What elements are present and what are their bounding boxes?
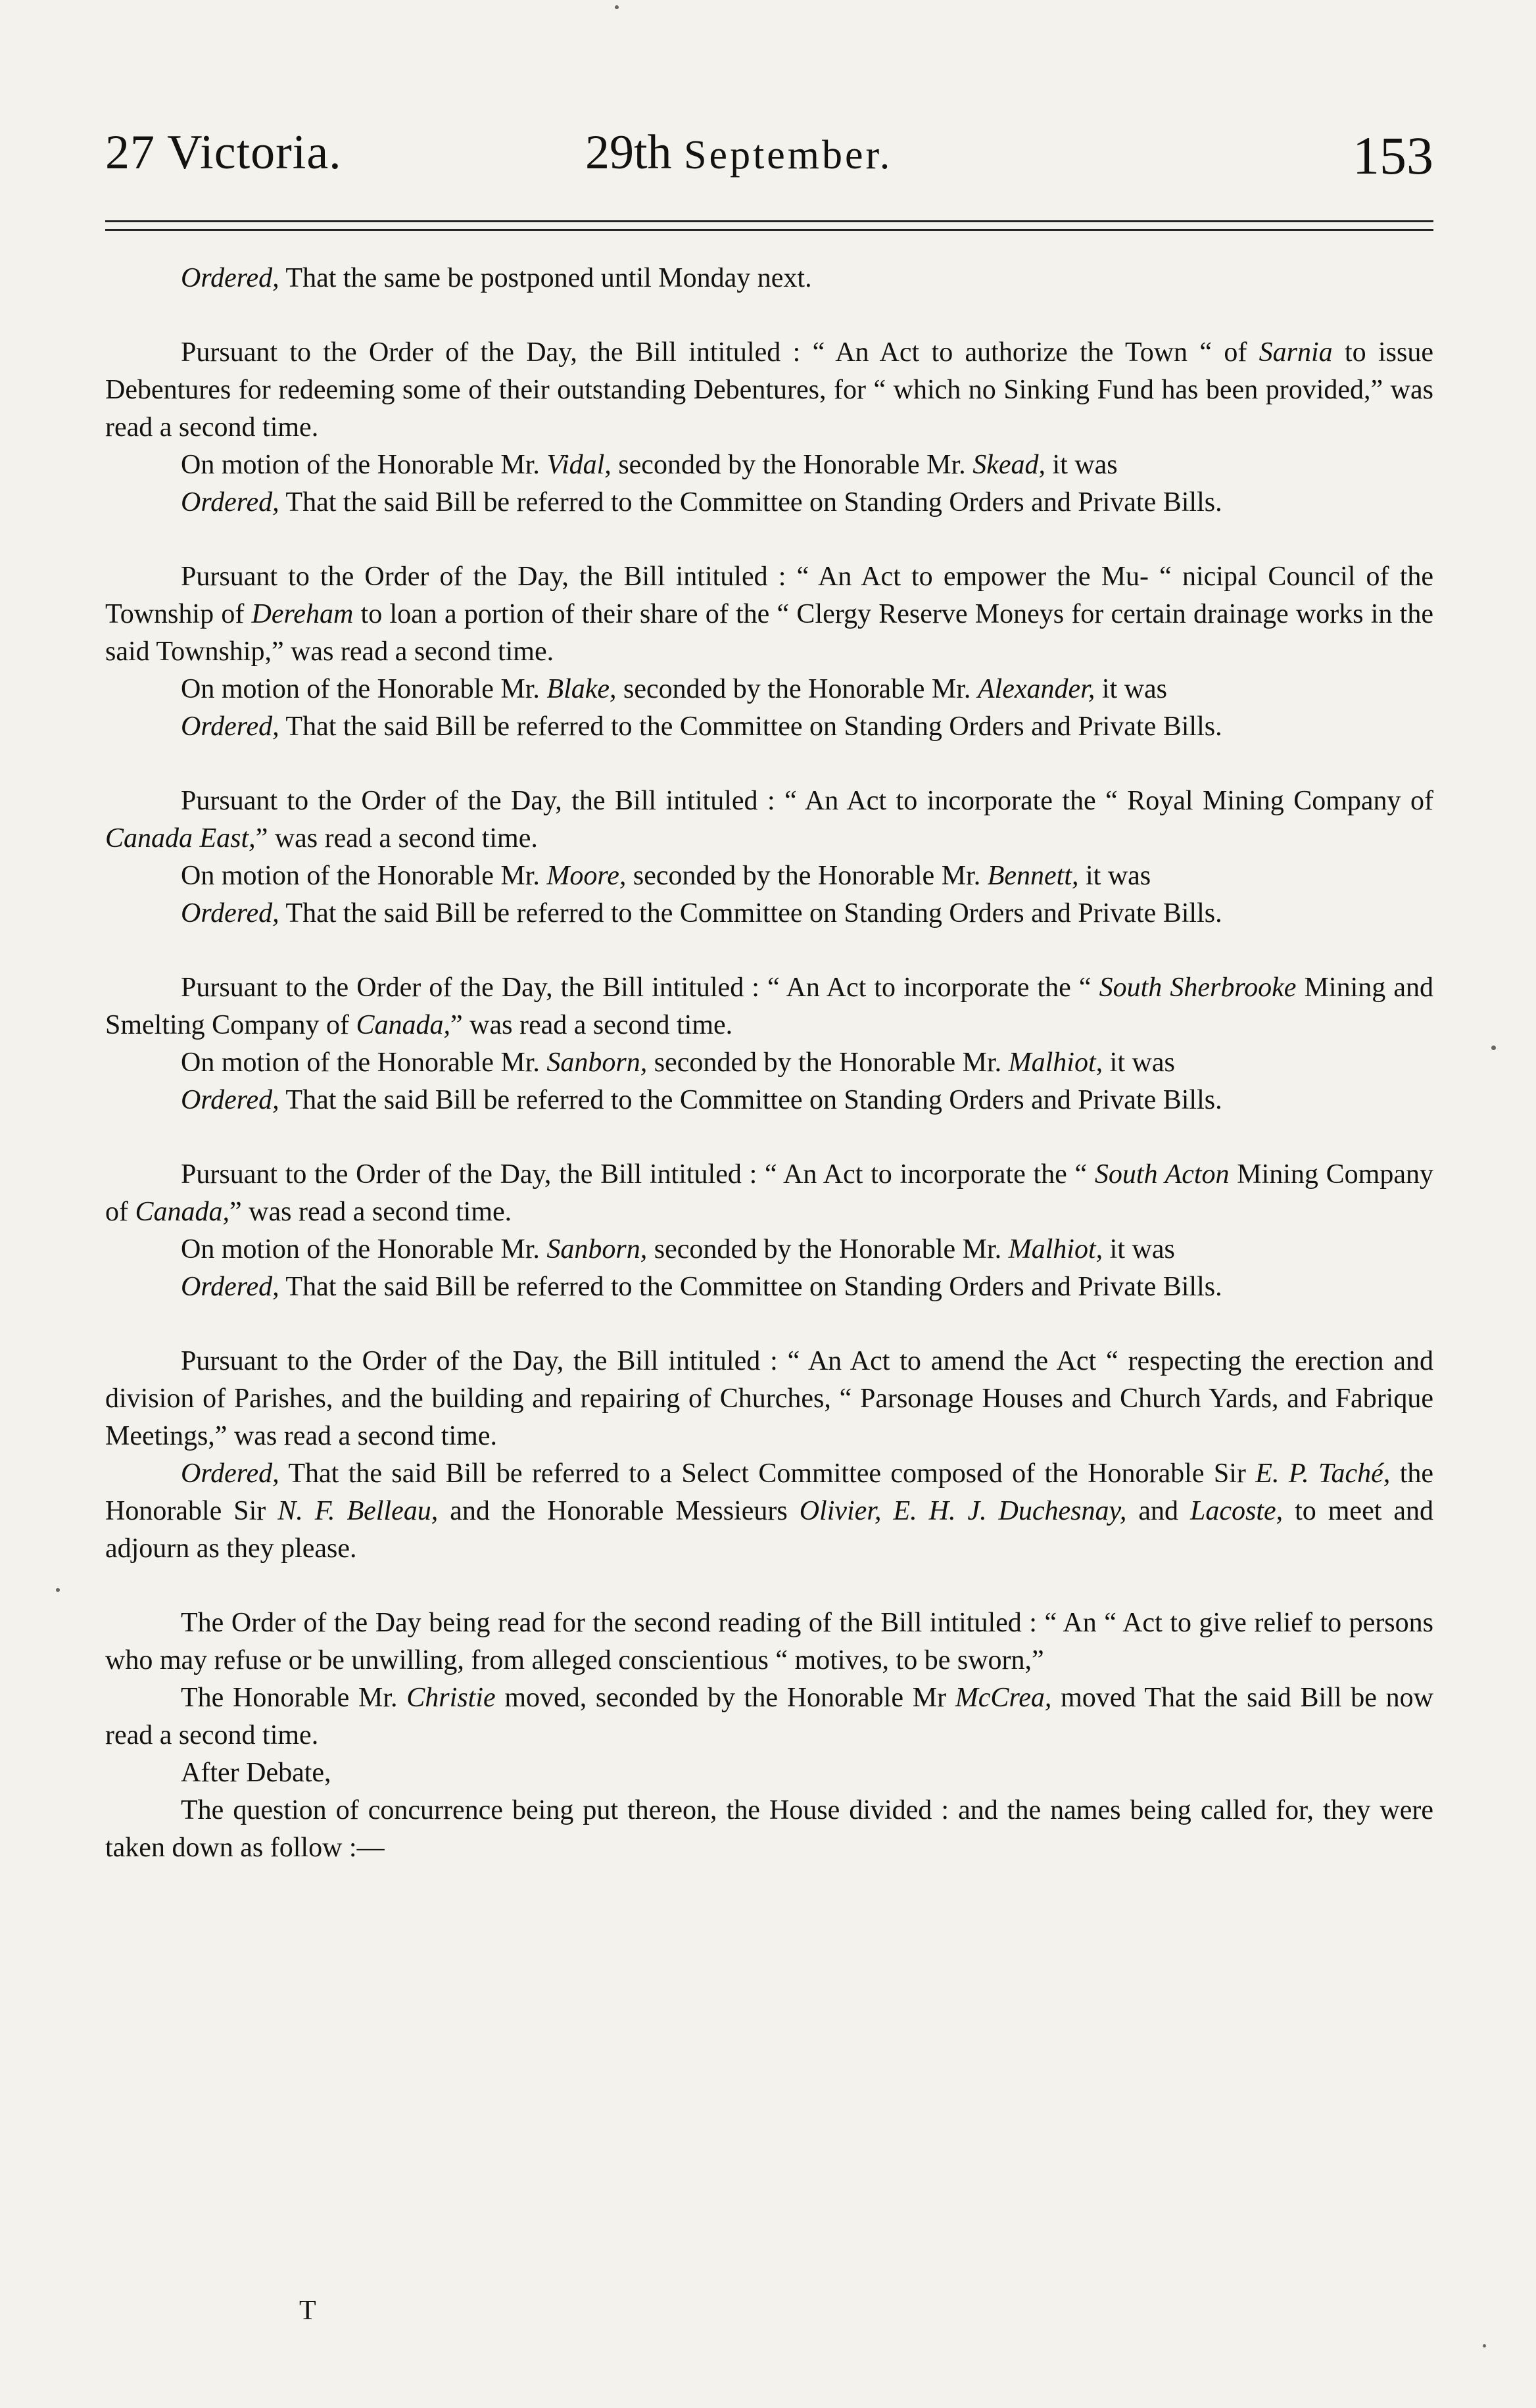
text-run: it was xyxy=(1095,674,1168,704)
italic-run: Dereham xyxy=(251,599,354,629)
text-run: ” was read a second time. xyxy=(450,1010,733,1040)
signature-mark: T xyxy=(299,2296,316,2326)
text-run: Pursuant to the Order of the Day, the Bill intituled : “ An Act to amend the Act “ respecting the erection and division of Parishes, and the building and repairing of Churches, “ Parsonage Houses and Church Yards, and Fabrique Meetings,” was read a second time. xyxy=(105,1346,1433,1451)
text-run: That the said Bill be referred to the Committee on Standing Orders and Private Bills. xyxy=(279,711,1222,742)
text-run: Pursuant to the Order of the Day, the Bill intituled : “ An Act to incorporate the “ xyxy=(181,973,1099,1003)
print-speck xyxy=(1491,1046,1496,1050)
text-run: That the said Bill be referred to the Committee on Standing Orders and Private Bills. xyxy=(279,1272,1222,1302)
journal-paragraph xyxy=(105,1792,1433,1867)
journal-paragraph xyxy=(105,1455,1433,1568)
text-run: That the said Bill be referred to a Select Committee composed of the Honorable Sir xyxy=(279,1458,1256,1489)
journal-paragraph xyxy=(105,708,1433,746)
journal-paragraph xyxy=(105,1754,1433,1792)
text-run: That the said Bill be referred to the Committee on Standing Orders and Private Bills. xyxy=(279,1085,1222,1115)
text-run: Pursuant to the Order of the Day, the Bill intituled : “ An Act to authorize the Town “ of xyxy=(181,337,1259,368)
text-run: On motion of the Honorable Mr. xyxy=(181,861,547,891)
journal-paragraph xyxy=(105,1679,1433,1754)
journal-page xyxy=(105,99,1433,2387)
italic-run: Olivier, E. H. J. Duchesnay, xyxy=(799,1496,1127,1526)
italic-run: Ordered, xyxy=(181,711,279,742)
journal-paragraph xyxy=(105,334,1433,446)
header-date xyxy=(585,125,892,181)
italic-run: Blake, xyxy=(546,674,617,704)
text-run: Pursuant to the Order of the Day, the Bill intituled : “ An Act to incorporate the “ Royal Mining Company of xyxy=(181,786,1433,816)
text-run: That the same be postponed until Monday next. xyxy=(279,263,812,293)
text-run: to loan a portion of their share of the “ Clergy Reserve Moneys for certain drainage works in the said Township,” was read a second time. xyxy=(105,599,1433,667)
text-run: and the Honorable Messieurs xyxy=(438,1496,800,1526)
text-run: After Debate, xyxy=(181,1758,331,1788)
journal-paragraph xyxy=(105,1082,1433,1119)
text-run: Mining and Smelting Company of xyxy=(105,973,1433,1040)
journal-paragraph xyxy=(105,1268,1433,1306)
italic-run: Ordered, xyxy=(181,1458,279,1489)
page-number: 153 xyxy=(1353,126,1433,185)
text-run: to meet and adjourn as they please. xyxy=(105,1496,1433,1564)
text-run: Pursuant to the Order of the Day, the Bill intituled : “ An Act to incorporate the “ xyxy=(181,1159,1095,1190)
text-run: the Honorable Sir xyxy=(105,1458,1434,1526)
print-speck xyxy=(56,1588,60,1592)
text-run: On motion of the Honorable Mr. xyxy=(181,450,547,480)
journal-paragraph xyxy=(105,446,1433,484)
print-speck xyxy=(1483,2344,1486,2348)
text-run: On motion of the Honorable Mr. xyxy=(181,1047,547,1078)
italic-run: Christie xyxy=(406,1683,496,1713)
italic-run: Alexander, xyxy=(977,674,1095,704)
text-run: On motion of the Honorable Mr. xyxy=(181,1234,547,1264)
text-run: it was xyxy=(1045,450,1118,480)
journal-paragraph xyxy=(105,484,1433,521)
print-speck xyxy=(615,5,619,9)
italic-run: Canada East, xyxy=(105,823,256,854)
italic-run: N. F. Belleau, xyxy=(277,1496,439,1526)
journal-paragraph xyxy=(105,671,1433,708)
italic-run: Ordered, xyxy=(181,263,279,293)
text-run: moved, seconded by the Honorable Mr xyxy=(495,1683,955,1713)
text-run: seconded by the Honorable Mr. xyxy=(616,674,978,704)
regnal-year: 27 Victoria. xyxy=(105,126,342,180)
journal-paragraph xyxy=(105,857,1433,895)
journal-paragraph xyxy=(105,1044,1433,1082)
italic-run: Ordered, xyxy=(181,1085,279,1115)
text-run: ” was read a second time. xyxy=(229,1197,512,1227)
text-run: The Honorable Mr. xyxy=(181,1683,407,1713)
italic-run: Vidal, xyxy=(546,450,612,480)
text-run: Mining Company of xyxy=(105,1159,1433,1227)
italic-run: Malhiot, xyxy=(1008,1047,1103,1078)
italic-run: E. P. Taché, xyxy=(1255,1458,1391,1489)
journal-paragraph xyxy=(105,969,1433,1044)
text-run: seconded by the Honorable Mr. xyxy=(647,1047,1009,1078)
header-double-rule xyxy=(105,220,1433,231)
italic-run: Sarnia xyxy=(1259,337,1333,368)
running-header xyxy=(105,125,1433,204)
journal-paragraph xyxy=(105,260,1433,297)
italic-run: Ordered, xyxy=(181,898,279,928)
text-run: The Order of the Day being read for the second reading of the Bill intituled : “ An “ Act to give relief to persons who may refuse or be unwilling, from alleged conscientious “ motives, to be sworn,” xyxy=(105,1608,1433,1675)
text-run: it was xyxy=(1103,1047,1175,1078)
journal-paragraph xyxy=(105,1156,1433,1231)
text-run: ” was read a second time. xyxy=(255,823,538,854)
italic-run: McCrea, xyxy=(955,1683,1052,1713)
text-run: On motion of the Honorable Mr. xyxy=(181,674,547,704)
italic-run: South Sherbrooke xyxy=(1099,973,1297,1003)
italic-run: Ordered, xyxy=(181,1272,279,1302)
text-run: seconded by the Honorable Mr. xyxy=(626,861,988,891)
text-run: Pursuant to the Order of the Day, the Bill intituled : “ An Act to empower the Mu- “ nicipal Council of the Township of xyxy=(105,562,1433,629)
text-run: seconded by the Honorable Mr. xyxy=(611,450,973,480)
italic-run: Malhiot, xyxy=(1008,1234,1103,1264)
italic-run: Canada, xyxy=(356,1010,451,1040)
italic-run: South Acton xyxy=(1094,1159,1230,1190)
text-run: That the said Bill be referred to the Committee on Standing Orders and Private Bills. xyxy=(279,898,1222,928)
italic-run: Skead, xyxy=(972,450,1045,480)
italic-run: Sanborn, xyxy=(546,1234,648,1264)
text-run: and xyxy=(1126,1496,1190,1526)
journal-paragraph xyxy=(105,1231,1433,1268)
italic-run: Moore, xyxy=(546,861,627,891)
text-run: to issue Debentures for redeeming some of their outstanding Debentures, for “ which no Sinking Fund has been provided,” was read a second time. xyxy=(105,337,1433,443)
header-month: September. xyxy=(684,133,893,178)
italic-run: Sanborn, xyxy=(546,1047,648,1078)
text-run: That the said Bill be referred to the Committee on Standing Orders and Private Bills. xyxy=(279,487,1222,518)
journal-paragraph xyxy=(105,1604,1433,1679)
journal-paragraph xyxy=(105,895,1433,932)
journal-paragraph xyxy=(105,1343,1433,1455)
italic-run: Lacoste, xyxy=(1189,1496,1284,1526)
text-run: seconded by the Honorable Mr. xyxy=(647,1234,1009,1264)
journal-body xyxy=(105,260,1433,1867)
text-run: it was xyxy=(1103,1234,1175,1264)
italic-run: Ordered, xyxy=(181,487,279,518)
journal-paragraph xyxy=(105,783,1433,857)
text-run: The question of concurrence being put thereon, the House divided : and the names being called for, they were taken down as follow :— xyxy=(105,1795,1433,1863)
text-run: moved That the said Bill be now read a second time. xyxy=(105,1683,1433,1750)
text-run: it was xyxy=(1078,861,1151,891)
journal-paragraph xyxy=(105,558,1433,671)
italic-run: Bennett, xyxy=(987,861,1079,891)
header-day: 29th xyxy=(585,126,672,180)
italic-run: Canada, xyxy=(135,1197,230,1227)
